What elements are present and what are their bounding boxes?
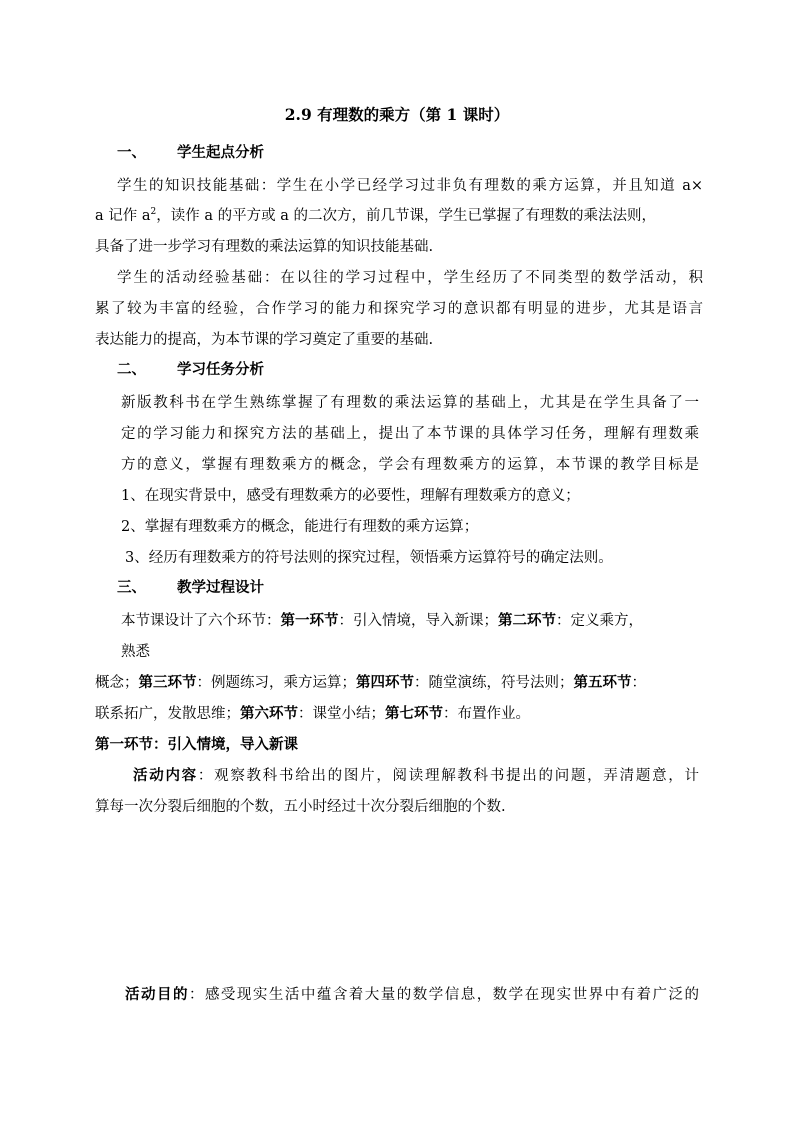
paragraph-line: 新版教科书在学生熟练掌握了有理数的乘法运算的基础上，尤其是在学生具备了一 — [121, 395, 699, 411]
superscript: 2 — [150, 207, 157, 218]
paragraph-line: 活动目的：感受现实生活中蕴含着大量的数学信息，数学在现实世界中有着广泛的 — [125, 986, 700, 1003]
section-heading-3 — [117, 578, 264, 598]
paragraph-line: 联系拓广，发散思维；第六环节：课堂小结；第七环节：布置作业。 — [95, 705, 530, 722]
step-label: 第三环节 — [138, 674, 197, 691]
paragraph-line: 本节课设计了六个环节：第一环节：引入情境，导入新课；第二环节：定义乘方， — [121, 612, 643, 629]
paragraph-line: 累了较为丰富的经验，合作学习的能力和探究学习的意识都有明显的进步，尤其是语言 — [95, 301, 703, 317]
goal-item: 1、在现实背景中，感受有理数乘方的必要性，理解有理数乘方的意义； — [121, 488, 580, 504]
activity-label: 活动目的 — [125, 986, 189, 1003]
paragraph-line: 定的学习能力和探究方法的基础上，提出了本节课的具体学习任务，理解有理数乘 — [121, 426, 699, 442]
section-number: 三、 — [117, 579, 146, 596]
step-label: 第一环节 — [280, 612, 339, 629]
step-label: 第四环节 — [356, 674, 414, 691]
goal-item: 3、经历有理数乘方的符号法则的探究过程，领悟乘方运算符号的确定法则。 — [125, 550, 613, 566]
section-heading-1 — [117, 143, 264, 163]
section-title: 学生起点分析 — [177, 144, 264, 161]
activity-label: 活动内容 — [133, 767, 198, 784]
paragraph-line: a 记作 $a^2$，读作 a 的平方或 a 的二次方，前几节课，学生已掌握了有理数的乘法法则， — [95, 207, 656, 224]
step-label: 第七环节 — [385, 705, 443, 722]
goal-item: 2、掌握有理数乘方的概念，能进行有理数的乘方运算； — [121, 519, 479, 535]
paragraph-line: 概念；第三环节：例题练习，乘方运算；第四环节：随堂演练，符号法则；第五环节： — [95, 674, 646, 691]
paragraph-line: 算每一次分裂后细胞的个数，五小时经过十次分裂后细胞的个数. — [95, 799, 506, 815]
section-title: 教学过程设计 — [177, 579, 264, 596]
paragraph-line: 活动内容：观察教科书给出的图片，阅读理解教科书提出的问题，弄清题意，计 — [133, 767, 700, 784]
paragraph-line: 学生的活动经验基础：在以往的学习过程中，学生经历了不同类型的数学活动，积 — [117, 270, 703, 286]
section-heading-2 — [117, 360, 264, 380]
step-label: 第五环节 — [573, 674, 632, 691]
paragraph-line: 表达能力的提高，为本节课的学习奠定了重要的基础. — [95, 332, 434, 348]
paragraph-line: 学生的知识技能基础：学生在小学已经学习过非负有理数的乘方运算，并且知道 a× — [117, 178, 703, 194]
section-title: 学习任务分析 — [177, 361, 264, 378]
section-number: 二、 — [117, 361, 146, 378]
step-label: 第六环节 — [240, 705, 298, 722]
paragraph-line: 具备了进一步学习有理数的乘法运算的知识技能基础. — [95, 239, 434, 255]
page-title: 2.9 有理数的乘方（第 1 课时） — [284, 105, 510, 124]
paragraph-line: 方的意义，掌握有理数乘方的概念，学会有理数乘方的运算，本节课的教学目标是 — [121, 457, 699, 473]
paragraph-line: 熟悉 — [121, 644, 150, 660]
step-label: 第二环节 — [498, 612, 556, 629]
section-number: 一、 — [117, 144, 146, 161]
step-heading: 第一环节：引入情境，导入新课 — [95, 736, 298, 753]
